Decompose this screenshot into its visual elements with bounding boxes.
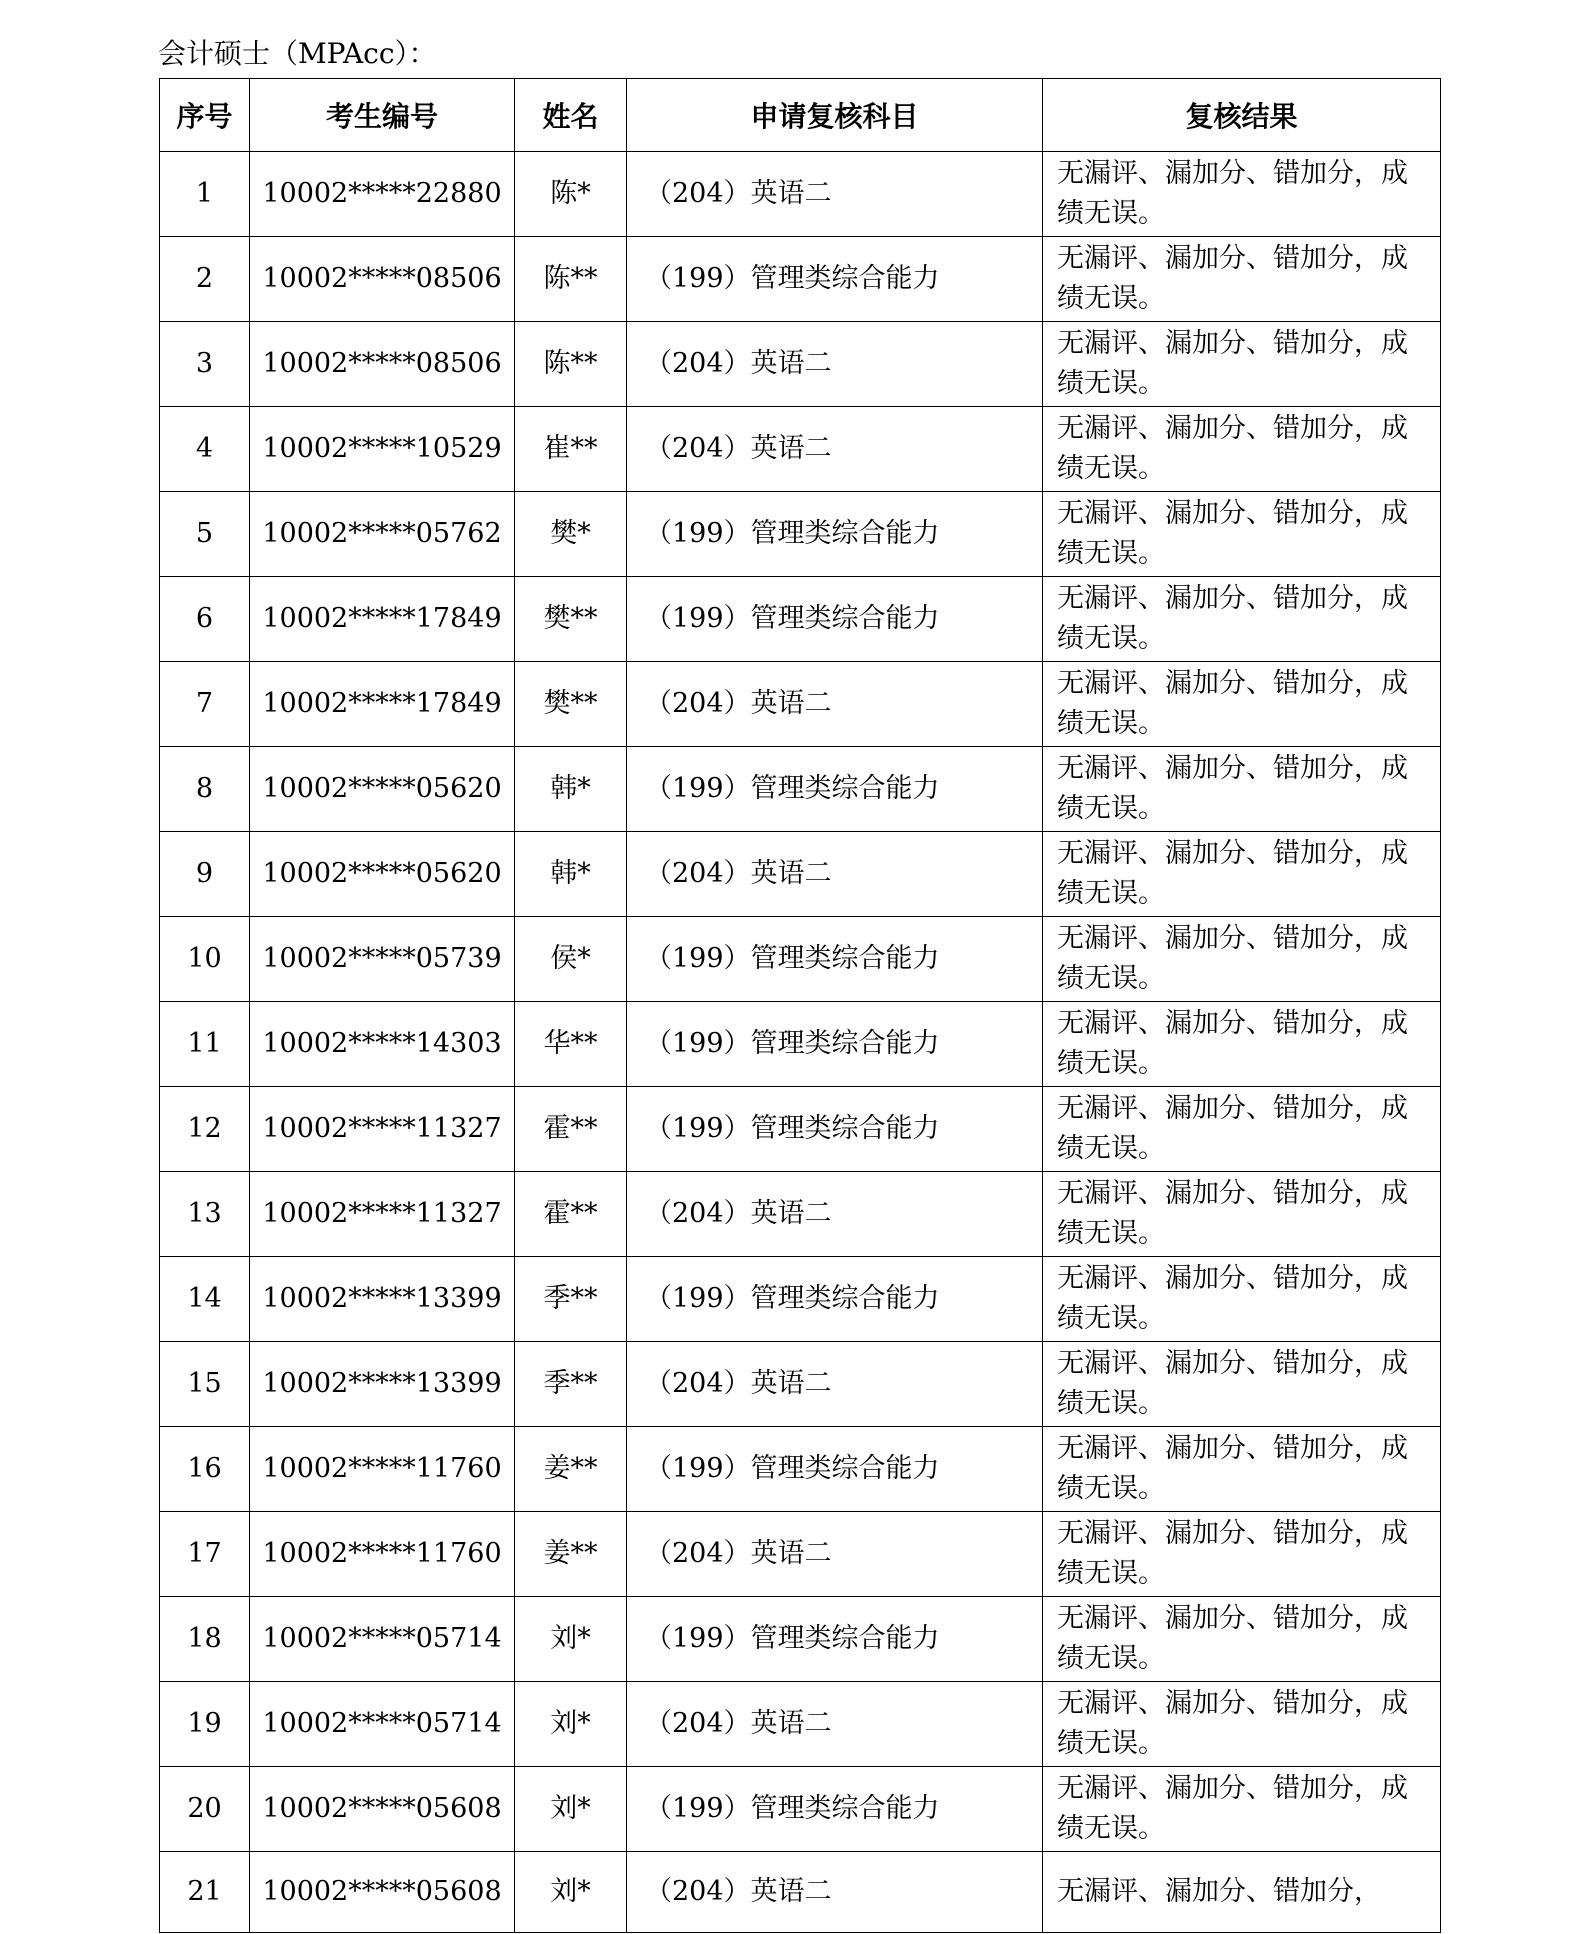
cell-candidate-id: 10002*****05762: [250, 492, 515, 577]
cell-subject: （204）英语二: [627, 662, 1043, 747]
header-name: 姓名: [515, 79, 627, 152]
table-row: [160, 1682, 1441, 1767]
cell-seq: 13: [160, 1172, 250, 1257]
cell-subject: （199）管理类综合能力: [627, 577, 1043, 662]
cell-candidate-id: 10002*****11760: [250, 1427, 515, 1512]
cell-candidate-id: 10002*****11327: [250, 1087, 515, 1172]
cell-candidate-id: 10002*****05620: [250, 747, 515, 832]
cell-result: 无漏评、漏加分、错加分，成绩无误。: [1043, 322, 1441, 407]
cell-result: 无漏评、漏加分、错加分，成绩无误。: [1043, 1427, 1441, 1512]
cell-name: 樊*: [515, 492, 627, 577]
cell-name: 刘*: [515, 1682, 627, 1767]
cell-candidate-id: 10002*****05739: [250, 917, 515, 1002]
cell-name: 崔**: [515, 407, 627, 492]
cell-seq: 21: [160, 1852, 250, 1933]
cell-name: 刘*: [515, 1597, 627, 1682]
cell-subject: （204）英语二: [627, 1342, 1043, 1427]
cell-candidate-id: 10002*****11760: [250, 1512, 515, 1597]
cell-seq: 17: [160, 1512, 250, 1597]
cell-result: 无漏评、漏加分、错加分，成绩无误。: [1043, 492, 1441, 577]
table-body: [160, 152, 1441, 1933]
table-row: [160, 1512, 1441, 1597]
cell-subject: （204）英语二: [627, 152, 1043, 237]
cell-subject: （204）英语二: [627, 1852, 1043, 1933]
header-seq: 序号: [160, 79, 250, 152]
cell-subject: （204）英语二: [627, 322, 1043, 407]
cell-candidate-id: 10002*****05608: [250, 1767, 515, 1852]
cell-subject: （199）管理类综合能力: [627, 1597, 1043, 1682]
header-subject: 申请复核科目: [627, 79, 1043, 152]
header-candidate-id: 考生编号: [250, 79, 515, 152]
cell-subject: （204）英语二: [627, 1682, 1043, 1767]
cell-seq: 11: [160, 1002, 250, 1087]
cell-candidate-id: 10002*****05714: [250, 1597, 515, 1682]
table-row: [160, 832, 1441, 917]
cell-result: 无漏评、漏加分、错加分，成绩无误。: [1043, 747, 1441, 832]
cell-name: 姜**: [515, 1512, 627, 1597]
cell-name: 陈**: [515, 237, 627, 322]
table-row: [160, 492, 1441, 577]
cell-result: 无漏评、漏加分、错加分，成绩无误。: [1043, 1257, 1441, 1342]
cell-seq: 19: [160, 1682, 250, 1767]
cell-seq: 15: [160, 1342, 250, 1427]
cell-candidate-id: 10002*****13399: [250, 1257, 515, 1342]
table-row: [160, 577, 1441, 662]
table-row: [160, 917, 1441, 1002]
cell-name: 霍**: [515, 1087, 627, 1172]
cell-result: 无漏评、漏加分、错加分，成绩无误。: [1043, 1172, 1441, 1257]
cell-candidate-id: 10002*****08506: [250, 237, 515, 322]
cell-name: 季**: [515, 1342, 627, 1427]
cell-subject: （199）管理类综合能力: [627, 747, 1043, 832]
cell-subject: （199）管理类综合能力: [627, 917, 1043, 1002]
cell-subject: （199）管理类综合能力: [627, 1087, 1043, 1172]
cell-result: 无漏评、漏加分、错加分，成绩无误。: [1043, 152, 1441, 237]
cell-name: 季**: [515, 1257, 627, 1342]
cell-result: 无漏评、漏加分、错加分，成绩无误。: [1043, 1597, 1441, 1682]
cell-subject: （204）英语二: [627, 407, 1043, 492]
cell-subject: （199）管理类综合能力: [627, 1427, 1043, 1512]
header-result: 复核结果: [1043, 79, 1441, 152]
cell-candidate-id: 10002*****05714: [250, 1682, 515, 1767]
cell-candidate-id: 10002*****14303: [250, 1002, 515, 1087]
cell-subject: （199）管理类综合能力: [627, 492, 1043, 577]
cell-result: 无漏评、漏加分、错加分，成绩无误。: [1043, 1087, 1441, 1172]
cell-name: 刘*: [515, 1767, 627, 1852]
cell-name: 陈**: [515, 322, 627, 407]
cell-seq: 1: [160, 152, 250, 237]
cell-name: 樊**: [515, 577, 627, 662]
cell-subject: （199）管理类综合能力: [627, 237, 1043, 322]
cell-candidate-id: 10002*****05608: [250, 1852, 515, 1933]
table-row: [160, 1257, 1441, 1342]
cell-subject: （204）英语二: [627, 832, 1043, 917]
cell-seq: 4: [160, 407, 250, 492]
cell-seq: 16: [160, 1427, 250, 1512]
cell-seq: 6: [160, 577, 250, 662]
cell-name: 韩*: [515, 747, 627, 832]
cell-result: 无漏评、漏加分、错加分，成绩无误。: [1043, 832, 1441, 917]
cell-seq: 5: [160, 492, 250, 577]
cell-subject: （204）英语二: [627, 1512, 1043, 1597]
cell-result: 无漏评、漏加分、错加分，成绩无误。: [1043, 1682, 1441, 1767]
table-row: [160, 747, 1441, 832]
cell-name: 姜**: [515, 1427, 627, 1512]
cell-name: 陈*: [515, 152, 627, 237]
cell-result: 无漏评、漏加分、错加分，: [1043, 1852, 1441, 1933]
cell-result: 无漏评、漏加分、错加分，成绩无误。: [1043, 1342, 1441, 1427]
cell-seq: 2: [160, 237, 250, 322]
cell-result: 无漏评、漏加分、错加分，成绩无误。: [1043, 662, 1441, 747]
table-header-row: [160, 79, 1441, 152]
cell-seq: 9: [160, 832, 250, 917]
cell-result: 无漏评、漏加分、错加分，成绩无误。: [1043, 1002, 1441, 1087]
table-row: [160, 152, 1441, 237]
cell-seq: 8: [160, 747, 250, 832]
cell-name: 刘*: [515, 1852, 627, 1933]
cell-candidate-id: 10002*****17849: [250, 662, 515, 747]
cell-seq: 10: [160, 917, 250, 1002]
review-results-table: [159, 78, 1441, 1933]
cell-name: 霍**: [515, 1172, 627, 1257]
cell-candidate-id: 10002*****17849: [250, 577, 515, 662]
cell-seq: 14: [160, 1257, 250, 1342]
cell-candidate-id: 10002*****10529: [250, 407, 515, 492]
cell-result: 无漏评、漏加分、错加分，成绩无误。: [1043, 1512, 1441, 1597]
table-row: [160, 1002, 1441, 1087]
page-heading: 会计硕士（MPAcc）：: [158, 37, 437, 70]
cell-seq: 3: [160, 322, 250, 407]
cell-name: 侯*: [515, 917, 627, 1002]
table-row: [160, 407, 1441, 492]
table-row: [160, 1597, 1441, 1682]
cell-candidate-id: 10002*****11327: [250, 1172, 515, 1257]
cell-subject: （199）管理类综合能力: [627, 1767, 1043, 1852]
cell-subject: （199）管理类综合能力: [627, 1002, 1043, 1087]
cell-seq: 7: [160, 662, 250, 747]
table-row: [160, 1852, 1441, 1933]
cell-result: 无漏评、漏加分、错加分，成绩无误。: [1043, 1767, 1441, 1852]
table-row: [160, 1767, 1441, 1852]
cell-seq: 18: [160, 1597, 250, 1682]
cell-subject: （199）管理类综合能力: [627, 1257, 1043, 1342]
cell-seq: 12: [160, 1087, 250, 1172]
cell-result: 无漏评、漏加分、错加分，成绩无误。: [1043, 917, 1441, 1002]
cell-candidate-id: 10002*****05620: [250, 832, 515, 917]
table-row: [160, 237, 1441, 322]
cell-seq: 20: [160, 1767, 250, 1852]
table-row: [160, 322, 1441, 407]
cell-candidate-id: 10002*****13399: [250, 1342, 515, 1427]
cell-result: 无漏评、漏加分、错加分，成绩无误。: [1043, 577, 1441, 662]
cell-name: 韩*: [515, 832, 627, 917]
table-row: [160, 1172, 1441, 1257]
cell-candidate-id: 10002*****08506: [250, 322, 515, 407]
table-row: [160, 1087, 1441, 1172]
table-row: [160, 662, 1441, 747]
cell-name: 樊**: [515, 662, 627, 747]
cell-result: 无漏评、漏加分、错加分，成绩无误。: [1043, 407, 1441, 492]
cell-subject: （204）英语二: [627, 1172, 1043, 1257]
cell-name: 华**: [515, 1002, 627, 1087]
table-row: [160, 1342, 1441, 1427]
cell-result: 无漏评、漏加分、错加分，成绩无误。: [1043, 237, 1441, 322]
cell-candidate-id: 10002*****22880: [250, 152, 515, 237]
table-row: [160, 1427, 1441, 1512]
